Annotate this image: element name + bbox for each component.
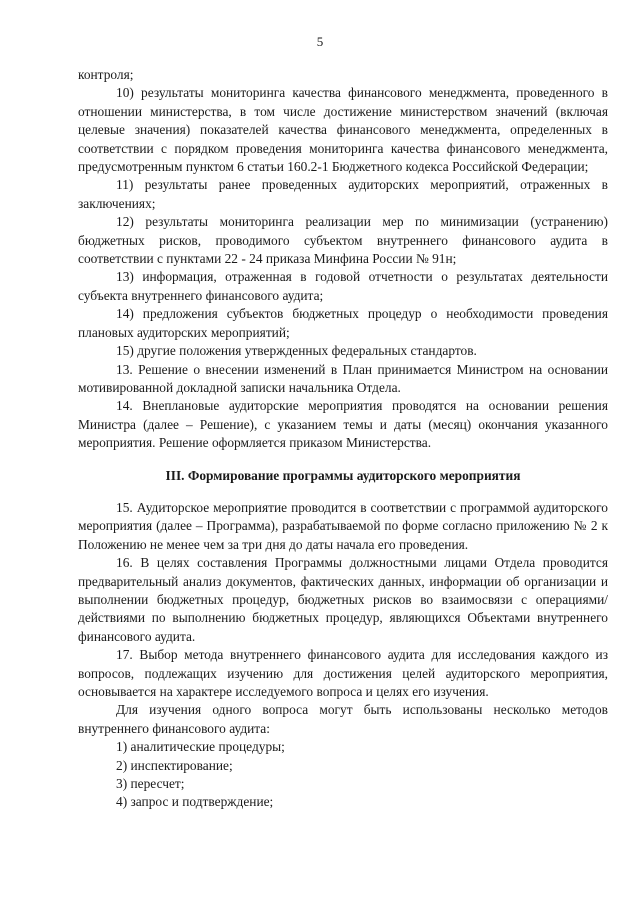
paragraph: 17. Выбор метода внутреннего финансового аудита для исследования каждого из вопросов, подлежащих изучению для достижения целей аудиторского мероприятия, основывается на характере исследуемого вопроса и целях его изучения. bbox=[78, 647, 608, 699]
list-item: 3) пересчет; bbox=[116, 776, 185, 792]
document-body bbox=[78, 66, 608, 812]
paragraph: Для изучения одного вопроса могут быть использованы несколько методов внутреннего финансового аудита: bbox=[78, 702, 608, 736]
paragraph: 13) информация, отраженная в годовой отчетности о результатах деятельности субъекта внутреннего финансового аудита; bbox=[78, 269, 608, 303]
paragraph: 10) результаты мониторинга качества финансового менеджмента, проведенного в отношении министерства, в том числе достижение министерством значений (включая целевые значения) показателей качества финансового менеджмента, определенных в соответствии с порядком проведения мониторинга качества финансового менеджмента, предусмотренным пунктом 6 статьи 160.2-1 Бюджетного кодекса Российской Федерации; bbox=[78, 85, 608, 175]
paragraph: 14) предложения субъектов бюджетных процедур о необходимости проведения плановых аудиторских мероприятий; bbox=[78, 306, 608, 340]
paragraph: 12) результаты мониторинга реализации мер по минимизации (устранению) бюджетных рисков, проводимого субъектом внутреннего финансового аудита в соответствии с пунктами 22 - 24 приказа Минфина России № 91н; bbox=[78, 214, 608, 267]
paragraph: 11) результаты ранее проведенных аудиторских мероприятий, отраженных в заключениях; bbox=[78, 177, 608, 211]
list-item: 4) запрос и подтверждение; bbox=[116, 794, 274, 810]
paragraph: 15) другие положения утвержденных федеральных стандартов. bbox=[116, 343, 477, 359]
list-item: 2) инспектирование; bbox=[116, 757, 233, 773]
section-heading: III. Формирование программы аудиторского мероприятия bbox=[165, 467, 521, 483]
paragraph: контроля; bbox=[78, 67, 134, 82]
paragraph: 13. Решение о внесении изменений в План принимается Министром на основании мотивированной докладной записки начальника Отдела. bbox=[78, 361, 608, 395]
paragraph: 16. В целях составления Программы должностными лицами Отдела проводится предварительный анализ документов, фактических данных, информации об организации и выполнении бюджетных процедур, бюджетных рисков во взаимосвязи с операциями/действиями по выполнению бюджетных процедур, являющихся Объектами внутреннего финансового аудита. bbox=[78, 555, 608, 644]
paragraph: 15. Аудиторское мероприятие проводится в соответствии с программой аудиторского мероприятия (далее – Программа), разрабатываемой по форме согласно приложению № 2 к Положению не менее чем за три дня до даты начала его проведения. bbox=[78, 499, 608, 552]
page-number: 5 bbox=[316, 34, 324, 49]
paragraph: 14. Внеплановые аудиторские мероприятия проводятся на основании решения Министра (далее – Решение), с указанием темы и даты (месяц) окончания указанного мероприятия. Решение оформляется приказом Министерства. bbox=[78, 398, 608, 451]
list-item: 1) аналитические процедуры; bbox=[116, 739, 285, 755]
